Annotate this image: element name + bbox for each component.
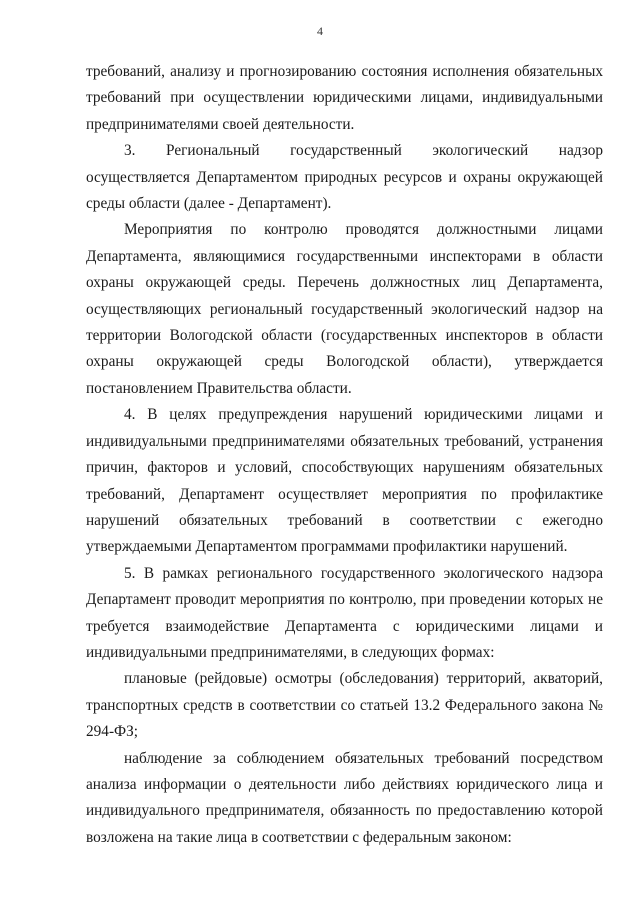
paragraph-continuation: требований, анализу и прогнозированию состояния исполнения обязательных требований при осуществлении юридическими лицами, индивидуальными предпринимателями своей деятельности. — [86, 63, 603, 133]
document-body — [86, 59, 603, 851]
page-number: 4 — [317, 24, 323, 38]
paragraph-item-4: 4. В целях предупреждения нарушений юридическими лицами и индивидуальными предпринимателями обязательных требований, устранения причин, факторов и условий, способствующих нарушениям обязательных требований, Департамент осуществляет мероприятия по профилактике нарушений обязательных требований в соответствии с ежегодно утверждаемыми Департаментом программами профилактики нарушений. — [86, 406, 603, 556]
paragraph-raid-inspections: плановые (рейдовые) осмотры (обследования) территорий, акваторий, транспортных средств в соответствии со статьей 13.2 Федерального закона № 294-ФЗ; — [86, 670, 603, 741]
paragraph-item-5: 5. В рамках регионального государственного экологического надзора Департамент проводит мероприятия по контролю, при проведении которых не требуется взаимодействие Департамента с юридическими лицами и индивидуальными предпринимателями, в следующих формах: — [86, 564, 603, 661]
paragraph-item-3: 3. Региональный государственный экологический надзор осуществляется Департаментом природных ресурсов и охраны окружающей среды области (далее - Департамент). — [86, 142, 603, 213]
paragraph-observation: наблюдение за соблюдением обязательных требований посредством анализа информации о деятельности либо действиях юридического лица и индивидуального предпринимателя, обязанность по предоставлению которой возложена на такие лица в соответствии с федеральным законом: — [86, 749, 603, 846]
paragraph-inspectors: Мероприятия по контролю проводятся должностными лицами Департамента, являющимися государственными инспекторами в области охраны окружающей среды. Перечень должностных лиц Департамента, осуществляющих региональный государственный экологический надзор на территории Вологодской области (государственных инспекторов в области охраны окружающей среды Вологодской области), утверждается постановлением Правительства области. — [86, 221, 603, 397]
